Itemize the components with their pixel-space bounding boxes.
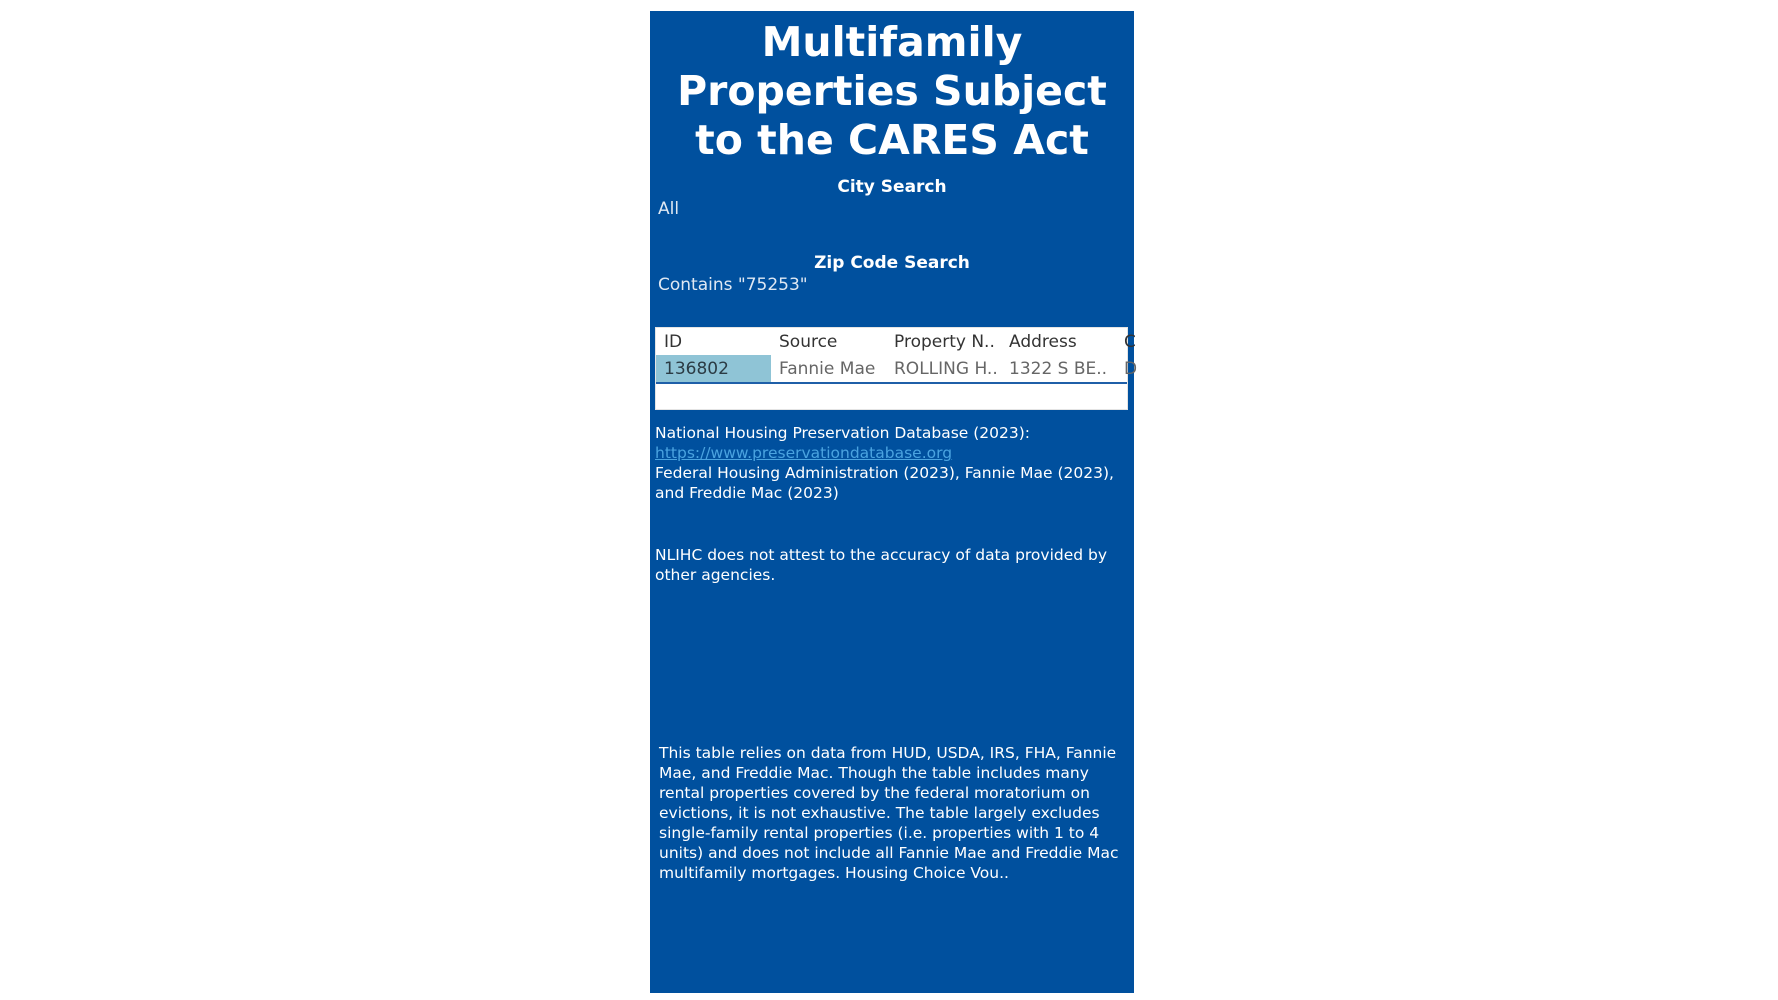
sources-line-1: National Housing Preservation Database (2023):: [655, 424, 1031, 442]
column-header-address[interactable]: Address: [1009, 332, 1077, 352]
column-header-city[interactable]: C: [1124, 332, 1136, 352]
table-divider: [656, 382, 1127, 384]
sources-note: [655, 423, 1131, 503]
attest-note: NLIHC does not attest to the accuracy of data provided by other agencies.: [655, 546, 1108, 584]
column-header-id[interactable]: ID: [664, 332, 683, 352]
disclaimer-text: This table relies on data from HUD, USDA, IRS, FHA, Fannie Mae, and Freddie Mac. Though the table includes many rental properties covered by the federal moratorium on evictions, it is not exhaustive. The table largely excludes single-family rental properties (i.e. properties with 1 to 4 units) and does not include all Fannie Mae and Freddie Mac multifamily mortgages. Housing Choice Vou..: [659, 744, 1119, 882]
cell-city[interactable]: D: [1124, 359, 1138, 379]
column-header-property-name[interactable]: Property N..: [894, 332, 995, 352]
city-search-filter[interactable]: All: [658, 199, 680, 219]
page-title: Multifamily Properties Subject to the CARES Act: [677, 18, 1107, 164]
preservation-database-link[interactable]: https://www.preservationdatabase.org: [655, 444, 953, 462]
zip-search-label: Zip Code Search: [814, 253, 970, 273]
column-header-source[interactable]: Source: [779, 332, 838, 352]
dashboard-panel: [650, 11, 1138, 993]
city-search-label: City Search: [837, 177, 947, 197]
cell-source[interactable]: Fannie Mae: [779, 359, 876, 379]
properties-table[interactable]: [655, 327, 1138, 410]
cell-address[interactable]: 1322 S BE..: [1009, 359, 1108, 379]
cell-id[interactable]: 136802: [656, 355, 771, 382]
zip-search-filter[interactable]: Contains "75253": [658, 275, 808, 295]
cell-property-name[interactable]: ROLLING H..: [894, 359, 998, 379]
sources-line-2: Federal Housing Administration (2023), Fannie Mae (2023), and Freddie Mac (2023): [655, 464, 1114, 502]
